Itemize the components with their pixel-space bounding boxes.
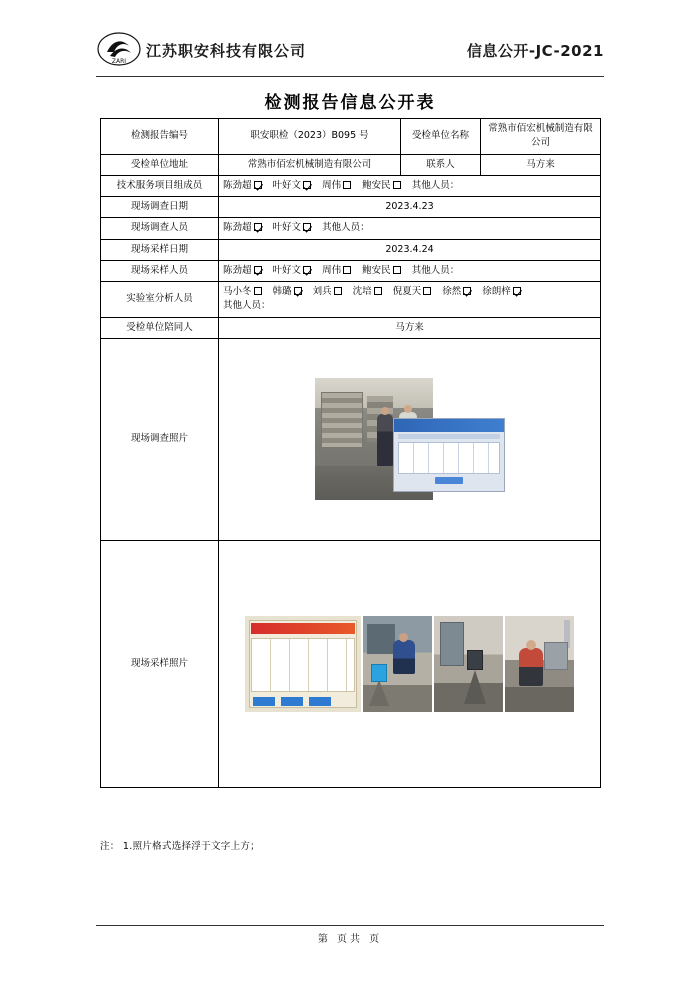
client-addr-value: 常熟市佰宏机械制造有限公司	[219, 154, 401, 175]
team-member: 周伟	[322, 179, 352, 193]
lab-staff-member: 倪夏天	[393, 285, 433, 299]
sampling-photo-board	[245, 616, 362, 712]
report-no-value: 职安职检（2023）B095 号	[219, 119, 401, 155]
contact-value: 马方来	[481, 154, 601, 175]
checkbox-checked[interactable]	[463, 287, 471, 295]
checkbox-checked[interactable]	[303, 266, 311, 274]
team-label: 技术服务项目组成员	[101, 175, 219, 196]
survey-staff-member: 叶好文	[273, 221, 313, 235]
sampling-photo-group	[223, 544, 596, 784]
checkbox-checked[interactable]	[254, 223, 262, 231]
sampling-staff-label: 现场采样人员	[101, 260, 219, 281]
lab-staff-member: 徐朗梓	[482, 285, 522, 299]
survey-photo-cell	[219, 338, 601, 540]
team-member: 陈劲超	[223, 179, 263, 193]
lab-staff-member: 马小冬	[223, 285, 263, 299]
contact-label: 联系人	[401, 154, 481, 175]
sampling-staff-cell	[219, 260, 601, 281]
survey-staff-member: 陈劲超	[223, 221, 263, 235]
sampling-staff-member: 周伟	[322, 264, 352, 278]
table-row	[101, 239, 601, 260]
sampling-photo-instrument	[434, 616, 503, 712]
page-number: 第 页共 页	[317, 934, 383, 945]
accompany-label: 受检单位陪同人	[101, 317, 219, 338]
client-name-value: 常熟市佰宏机械制造有限公司	[481, 119, 601, 155]
lab-staff-member: 刘兵	[313, 285, 343, 299]
client-name-label: 受检单位名称	[401, 119, 481, 155]
client-addr-label: 受检单位地址	[101, 154, 219, 175]
page-header	[96, 30, 604, 76]
survey-date-label: 现场调查日期	[101, 197, 219, 218]
checkbox-checked[interactable]	[513, 287, 521, 295]
checkbox-unchecked[interactable]	[393, 266, 401, 274]
table-row	[101, 119, 601, 155]
lab-staff-member: 徐然	[442, 285, 472, 299]
sampling-photo-cell	[219, 540, 601, 787]
table-row	[101, 338, 601, 540]
team-other-label: 其他人员：	[411, 179, 460, 191]
survey-staff-cell	[219, 218, 601, 239]
sampling-staff-other-label: 其他人员：	[411, 264, 460, 276]
lab-staff-cell	[219, 282, 601, 318]
footer-divider	[96, 925, 604, 926]
checkbox-checked[interactable]	[254, 181, 262, 189]
survey-photo-label: 现场调查照片	[101, 338, 219, 540]
checkbox-checked[interactable]	[254, 266, 262, 274]
report-no-label: 检测报告编号	[101, 119, 219, 155]
sampling-staff-member: 鲍安民	[362, 264, 402, 278]
page-title: 检测报告信息公开表	[264, 93, 436, 113]
team-member: 叶好文	[273, 179, 313, 193]
sampling-staff-member: 陈劲超	[223, 264, 263, 278]
sampling-photo-label: 现场采样照片	[101, 540, 219, 787]
team-members-cell	[219, 175, 601, 196]
lab-staff-member: 韩璐	[273, 285, 303, 299]
lab-staff-member: 沈培	[353, 285, 383, 299]
survey-photo-image	[315, 378, 505, 500]
table-row	[101, 154, 601, 175]
sampling-date-label: 现场采样日期	[101, 239, 219, 260]
accompany-value: 马方来	[219, 317, 601, 338]
checkbox-unchecked[interactable]	[423, 287, 431, 295]
company-name: 江苏职安科技有限公司	[146, 41, 307, 60]
header-divider	[96, 76, 604, 77]
lab-staff-line1	[223, 285, 596, 299]
table-row	[101, 317, 601, 338]
checkbox-unchecked[interactable]	[343, 266, 351, 274]
table-row	[101, 540, 601, 787]
checkbox-unchecked[interactable]	[334, 287, 342, 295]
sampling-photo-worker2	[505, 616, 574, 712]
table-row	[101, 282, 601, 318]
document-code: 信息公开-JC-2021	[466, 42, 604, 60]
survey-staff-label: 现场调查人员	[101, 218, 219, 239]
info-table	[100, 118, 601, 788]
checkbox-checked[interactable]	[294, 287, 302, 295]
survey-staff-other-label: 其他人员：	[322, 222, 370, 234]
lab-staff-label: 实验室分析人员	[101, 282, 219, 318]
checkbox-unchecked[interactable]	[374, 287, 382, 295]
team-member: 鲍安民	[362, 179, 402, 193]
checkbox-unchecked[interactable]	[343, 181, 351, 189]
sampling-photo-strip	[245, 616, 575, 712]
sampling-staff-member: 叶好文	[273, 264, 313, 278]
survey-date-value: 2023.4.23	[219, 197, 601, 218]
footnote: 注： 1.照片格式选择浮于文字上方；	[100, 841, 260, 852]
table-row	[101, 197, 601, 218]
checkbox-checked[interactable]	[303, 223, 311, 231]
sampling-photo-worker1	[363, 616, 432, 712]
checkbox-checked[interactable]	[303, 181, 311, 189]
table-row	[101, 260, 601, 281]
logo-icon	[96, 30, 142, 70]
survey-photo-group	[223, 342, 596, 537]
lab-staff-other-label: 其他人员：	[223, 300, 271, 312]
table-row	[101, 218, 601, 239]
company-logo	[96, 30, 306, 70]
survey-document-photo	[393, 418, 505, 492]
table-row	[101, 175, 601, 196]
sampling-date-value: 2023.4.24	[219, 239, 601, 260]
logo-text: ZARI	[111, 58, 127, 65]
checkbox-unchecked[interactable]	[393, 181, 401, 189]
checkbox-unchecked[interactable]	[254, 287, 262, 295]
